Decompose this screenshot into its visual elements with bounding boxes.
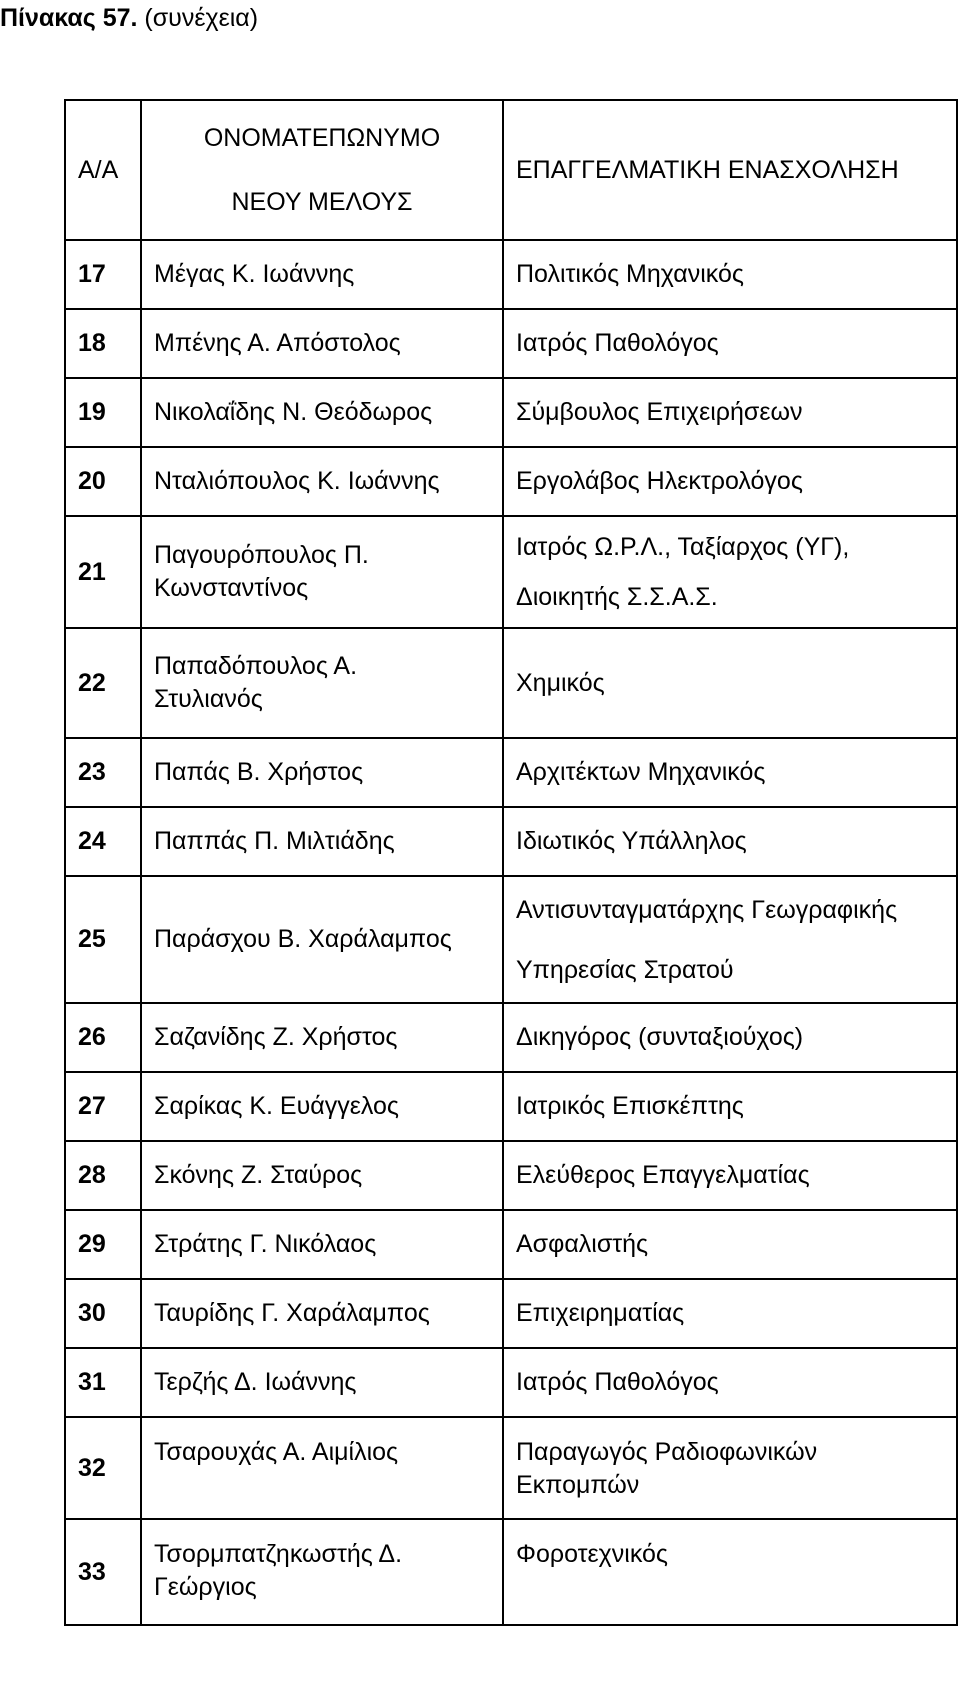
row-number: 20: [65, 447, 141, 516]
row-number: 26: [65, 1003, 141, 1072]
members-table: [64, 99, 958, 1626]
row-name: Μέγας Κ. Ιωάννης: [141, 240, 503, 309]
row-name: Νταλιόπουλος Κ. Ιωάννης: [141, 447, 503, 516]
row-name: Παππάς Π. Μιλτιάδης: [141, 807, 503, 876]
row-number: 31: [65, 1348, 141, 1417]
row-occupation: Φοροτεχνικός: [503, 1519, 957, 1625]
row-name: [141, 628, 503, 738]
row-occupation: Ιατρικός Επισκέπτης: [503, 1072, 957, 1141]
table-row: [65, 1210, 957, 1279]
header-name-line2: ΝΕΟΥ ΜΕΛΟΥΣ: [231, 188, 413, 216]
row-number: 18: [65, 309, 141, 378]
table-row: [65, 1519, 957, 1625]
row-number: 28: [65, 1141, 141, 1210]
row-occupation-line2: Διοικητής Σ.Σ.Α.Σ.: [516, 583, 718, 611]
table-row: [65, 447, 957, 516]
row-occupation: Επιχειρηματίας: [503, 1279, 957, 1348]
table-caption-suffix: (συνέχεια): [144, 4, 259, 32]
row-occupation: Ιατρός Παθολόγος: [503, 309, 957, 378]
row-number: 27: [65, 1072, 141, 1141]
row-occupation: [503, 876, 957, 1003]
table-row: [65, 876, 957, 1003]
row-occupation-line1: Ιατρός Ω.Ρ.Λ., Ταξίαρχος (ΥΓ),: [516, 533, 850, 561]
row-number: 24: [65, 807, 141, 876]
row-name: Σαζανίδης Ζ. Χρήστος: [141, 1003, 503, 1072]
table-row: [65, 378, 957, 447]
row-name: Ταυρίδης Γ. Χαράλαμπος: [141, 1279, 503, 1348]
row-number: 32: [65, 1417, 141, 1519]
row-name: Τερζής Δ. Ιωάννης: [141, 1348, 503, 1417]
row-occupation: Σύμβουλος Επιχειρήσεων: [503, 378, 957, 447]
row-number: 29: [65, 1210, 141, 1279]
row-occupation: Πολιτικός Μηχανικός: [503, 240, 957, 309]
row-number: 23: [65, 738, 141, 807]
table-row: [65, 807, 957, 876]
table-header-row: [65, 100, 957, 240]
row-name: Σκόνης Ζ. Σταύρος: [141, 1141, 503, 1210]
row-occupation-line1: Παραγωγός Ραδιοφωνικών: [516, 1438, 818, 1466]
row-name: Παράσχου Β. Χαράλαμπος: [141, 876, 503, 1003]
row-occupation: Ιδιωτικός Υπάλληλος: [503, 807, 957, 876]
row-name-line1: Παγουρόπουλος Π.: [154, 541, 369, 569]
row-occupation-line1: Αντισυνταγματάρχης Γεωγραφικής: [516, 895, 898, 924]
table-row: [65, 1072, 957, 1141]
table-row: [65, 516, 957, 628]
row-occupation: Εργολάβος Ηλεκτρολόγος: [503, 447, 957, 516]
row-occupation: Ελεύθερος Επαγγελματίας: [503, 1141, 957, 1210]
header-occupation: ΕΠΑΓΓΕΛΜΑΤΙΚΗ ΕΝΑΣΧΟΛΗΣΗ: [503, 100, 957, 240]
header-name: [141, 100, 503, 240]
row-number: 17: [65, 240, 141, 309]
row-number: 25: [65, 876, 141, 1003]
header-aa: Α/Α: [65, 100, 141, 240]
row-number: 33: [65, 1519, 141, 1625]
row-number: 22: [65, 628, 141, 738]
row-occupation-line2: Υπηρεσίας Στρατού: [516, 955, 734, 984]
row-name: Στράτης Γ. Νικόλαος: [141, 1210, 503, 1279]
row-occupation: Δικηγόρος (συνταξιούχος): [503, 1003, 957, 1072]
row-name: Μπένης Α. Απόστολος: [141, 309, 503, 378]
row-name: Παπάς Β. Χρήστος: [141, 738, 503, 807]
row-occupation: [503, 1417, 957, 1519]
table-caption-label: Πίνακας 57.: [0, 4, 138, 32]
table-caption: [0, 2, 258, 34]
row-name-line1: Τσορμπατζηκωστής Δ.: [154, 1540, 403, 1568]
row-occupation: Χημικός: [503, 628, 957, 738]
row-name-line2: Γεώργιος: [154, 1573, 257, 1601]
table-row: [65, 1348, 957, 1417]
table-row: [65, 309, 957, 378]
table-row: [65, 1417, 957, 1519]
table-row: [65, 1003, 957, 1072]
row-name-line2: Στυλιανός: [154, 685, 263, 713]
row-number: 30: [65, 1279, 141, 1348]
table-row: [65, 1141, 957, 1210]
row-name: Σαρίκας Κ. Ευάγγελος: [141, 1072, 503, 1141]
row-name: [141, 1519, 503, 1625]
row-name-line1: Παπαδόπουλος Α.: [154, 652, 358, 680]
header-name-line1: ΟΝΟΜΑΤΕΠΩΝΥΜΟ: [203, 124, 441, 152]
row-name-line2: Κωνσταντίνος: [154, 574, 309, 602]
row-occupation-line2: Εκπομπών: [516, 1471, 640, 1499]
row-number: 19: [65, 378, 141, 447]
row-occupation: Αρχιτέκτων Μηχανικός: [503, 738, 957, 807]
row-occupation: [503, 516, 957, 628]
table-row: [65, 240, 957, 309]
row-occupation: Ιατρός Παθολόγος: [503, 1348, 957, 1417]
row-occupation: Ασφαλιστής: [503, 1210, 957, 1279]
row-name: Τσαρουχάς Α. Αιμίλιος: [141, 1417, 503, 1519]
row-name: Νικολαΐδης Ν. Θεόδωρος: [141, 378, 503, 447]
row-number: 21: [65, 516, 141, 628]
table-row: [65, 628, 957, 738]
table-row: [65, 1279, 957, 1348]
row-name: [141, 516, 503, 628]
table-row: [65, 738, 957, 807]
